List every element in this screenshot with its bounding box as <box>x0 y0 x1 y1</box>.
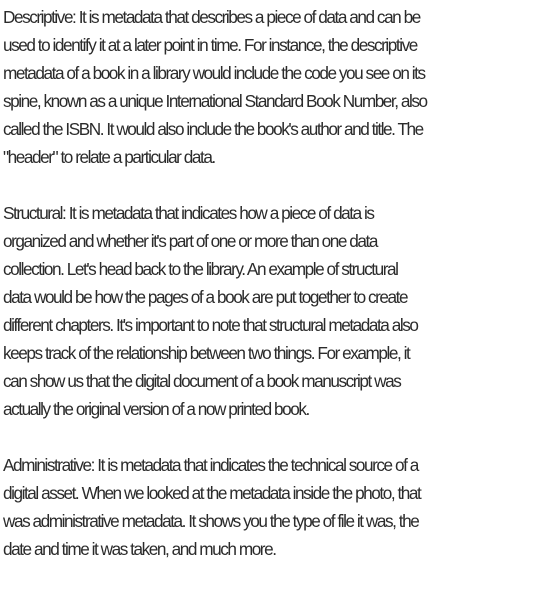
text-line: organized and whether it's part of one or more than one data <box>3 231 377 251</box>
document-body <box>3 3 559 591</box>
text-line: keeps track of the relationship between two things. For example, it <box>3 343 410 363</box>
text-line: Structural: It is metadata that indicates how a piece of data is <box>3 203 374 223</box>
text-line: data would be how the pages of a book are put together to create <box>3 287 408 307</box>
text-line: date and time it was taken, and much more. <box>3 539 276 559</box>
paragraph-administrative <box>3 451 559 563</box>
text-line: actually the original version of a now printed book. <box>3 399 309 419</box>
text-line: was administrative metadata. It shows you the type of file it was, the <box>3 511 419 531</box>
text-line: called the ISBN. It would also include the book's author and title. The <box>3 119 423 139</box>
text-line: Descriptive: It is metadata that describes a piece of data and can be <box>3 7 420 27</box>
text-line: can show us that the digital document of a book manuscript was <box>3 371 401 391</box>
text-line: different chapters. It's important to note that structural metadata also <box>3 315 418 335</box>
text-line: digital asset. When we looked at the metadata inside the photo, that <box>3 483 421 503</box>
paragraph-descriptive <box>3 3 559 171</box>
text-line: spine, known as a unique International Standard Book Number, also <box>3 91 427 111</box>
text-line: used to identify it at a later point in time. For instance, the descriptive <box>3 35 417 55</box>
text-line: Administrative: It is metadata that indicates the technical source of a <box>3 455 418 475</box>
text-line: collection. Let's head back to the library. An example of structural <box>3 259 398 279</box>
paragraph-structural <box>3 199 559 423</box>
text-line: metadata of a book in a library would include the code you see on its <box>3 63 425 83</box>
text-line: "header" to relate a particular data. <box>3 147 215 167</box>
